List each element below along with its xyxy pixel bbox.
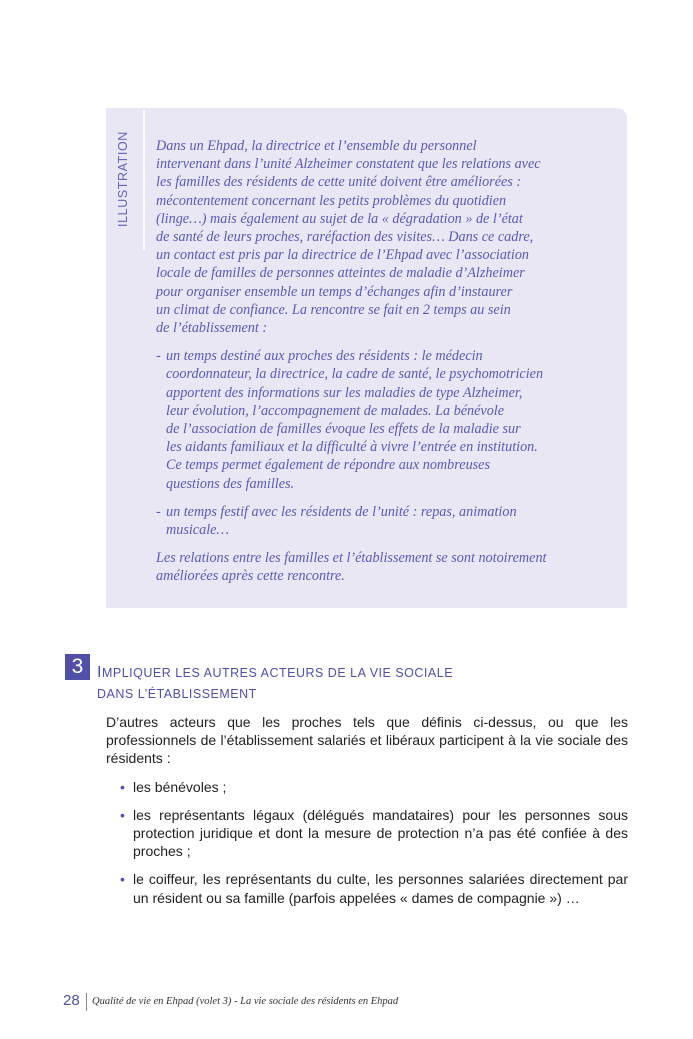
text-line: améliorées après cette rencontre. [156,568,345,585]
illustration-text [156,137,606,586]
list-item-text: le coiffeur, les représentants du culte, les personnes salariées directement par un résident ou sa famille (parfois appelées « dames de compagnie ») … [133,871,628,906]
text-line: les aidants familiaux et la difficulté à vivre l’entrée en institution. [166,439,538,456]
text-line: un contact est pris par la directrice de l’Ehpad avec l’association [156,247,530,264]
dash-marker: - [156,348,161,365]
illustration-paragraph [156,137,606,337]
intro-paragraph: D’autres acteurs que les proches tels que définis ci-dessus, ou que les professionnels de l’établissement salariés et libéraux participent à la vie sociale des résidents : [106,714,628,767]
list-item-text: les représentants légaux (délégués mandataires) pour les personnes sous protection juridique et dont la mesure de protection n’a pas été confiée à des proches ; [133,806,628,860]
text-line: Ce temps permet également de répondre aux nombreuses [166,457,490,474]
title-line-2: DANS L’ÉTABLISSEMENT [97,687,257,701]
text-line: les familles des résidents de cette unité doivent être améliorées : [156,174,522,191]
text-line: coordonnateur, la directrice, la cadre de santé, le psychomotricien [166,366,544,383]
text-line: un climat de confiance. La rencontre se fait en 2 temps au sein [156,301,511,318]
title-line-1: MPLIQUER LES AUTRES ACTEURS DE LA VIE SOCIALE [101,666,454,680]
text-line: de santé de leurs proches, raréfaction des visites… Dans ce cadre, [156,229,534,246]
page-number: 28 [63,992,80,1009]
text-line: de l’établissement : [156,320,268,337]
text-line: de l’association de familles évoque les effets de la maladie sur [166,421,521,438]
text-line: (linge…) mais également au sujet de la « dégradation » de l’état [156,210,523,227]
section-title [97,662,517,705]
list-item [106,870,628,906]
title-initial: I [97,664,102,681]
illustration-item-1 [156,347,606,493]
illustration-conclusion [156,549,606,585]
footer-divider [86,993,87,1011]
text-line: musicale… [166,522,230,539]
text-line: Les relations entre les familles et l’établissement se sont notoirement [156,550,547,567]
text-line: leur évolution, l’accompagnement de malades. La bénévole [166,402,505,419]
dash-marker: - [156,503,161,520]
text-line: mécontentement concernant les petits problèmes du quotidien [156,192,507,209]
text-line: questions des familles. [166,475,295,492]
section-number-badge: 3 [65,654,90,680]
bullet-icon: • [120,871,125,888]
illustration-item-2 [156,503,606,539]
illustration-divider [143,110,145,250]
text-line: Dans un Ehpad, la directrice et l’ensemble du personnel [156,138,477,154]
text-line: pour organiser ensemble un temps d’échanges afin d’instaurer [156,283,513,300]
text-line: un temps destiné aux proches des résidents : le médecin [166,348,483,365]
bullet-icon: • [120,806,125,823]
section-body [106,713,628,917]
text-line: locale de familles de personnes atteintes de maladie d’Alzheimer [156,265,525,282]
list-item-text: les bénévoles ; [133,778,227,795]
text-line: intervenant dans l’unité Alzheimer constatent que les relations avec [156,156,541,173]
list-item [106,806,628,861]
illustration-label: ILLUSTRATION [116,131,130,227]
list-item [106,778,628,796]
text-line: apportent des informations sur les maladies de type Alzheimer, [166,384,523,401]
footer-title: Qualité de vie en Ehpad (volet 3) - La vie sociale des résidents en Ehpad [92,996,399,1007]
bullet-list [106,778,628,907]
text-line: un temps festif avec les résidents de l’unité : repas, animation [166,503,517,520]
bullet-icon: • [120,778,125,795]
